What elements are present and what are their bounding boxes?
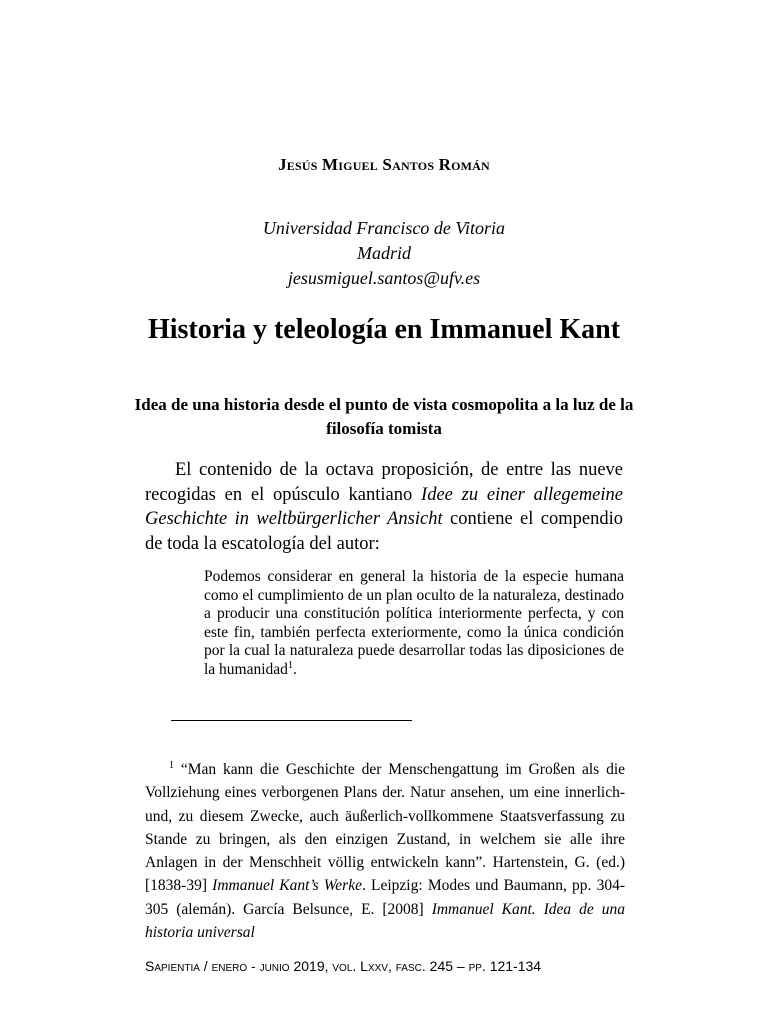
quote-text: Podemos considerar en general la historia de la especie humana como el cumplimiento de un plan oculto de la naturaleza, destinado a producir una constitución política interiormente perfecta, y con este fin, también perfecta exteriormente, como la única condición por la cual la naturaleza puede desarrollar todas las diposiciones de la humanidad [204,568,624,678]
intro-paragraph [145,458,623,556]
city: Madrid [357,243,411,263]
paragraph-text-after: contiene el compendio de toda la escatología del autor: [145,509,624,554]
footnote-reference[interactable]: 1 [287,659,293,671]
footnote-text-b: . Leipzig: Modes und Baumann, pp. 304-305 (alemán). García Belsunce, E. [2008] [145,877,625,918]
article-title: Historia y teleología en Immanuel Kant [147,314,621,345]
author-email: jesusmiguel.santos@ufv.es [287,268,481,288]
author-affiliation [0,216,768,291]
work-title: Idee zu einer allegemeine Geschichte in weltbürgerlicher Ansicht [145,484,623,529]
article-subtitle: Idea de una historia desde el punto de vista cosmopolita a la luz de la filosofía tomista [134,395,634,438]
author-name: Jesús Miguel Santos Román [278,155,490,174]
block-quote [204,568,624,680]
quote-end: . [292,660,297,678]
paragraph-text-before: El contenido de la octava proposición, de entre las nueve recogidas en el opúsculo kantiano [145,460,623,505]
footnote-italic-a: Immanuel Kant’s Werke [212,877,362,895]
institution: Universidad Francisco de Vitoria [262,218,506,238]
footnote-italic-b: Immanuel Kant. Idea de una historia universal [145,900,625,942]
journal-running-footer: Sapientia / enero - junio 2019, vol. Lxxv, fasc. 245 – pp. 121-134 [145,958,542,974]
footnote-text-a: “Man kann die Geschichte der Menschengattung im Großen als die Vollziehung eines verborgenen Plans der. Natur ansehen, um eine innerlich- und, zu diesem Zwecke, auch äußerlich-vollkommene Staatsverfassung zu Stande zu bringen, als den einzigen Zustand, in welchem sie alle ihre Anlagen in der Menschheit völlig entwickeln kann”. Hartenstein, G. (ed.) [1838-39] [145,761,625,895]
footnote-number: 1 [169,759,174,771]
footnote [145,758,625,944]
footnote-divider [171,720,412,721]
